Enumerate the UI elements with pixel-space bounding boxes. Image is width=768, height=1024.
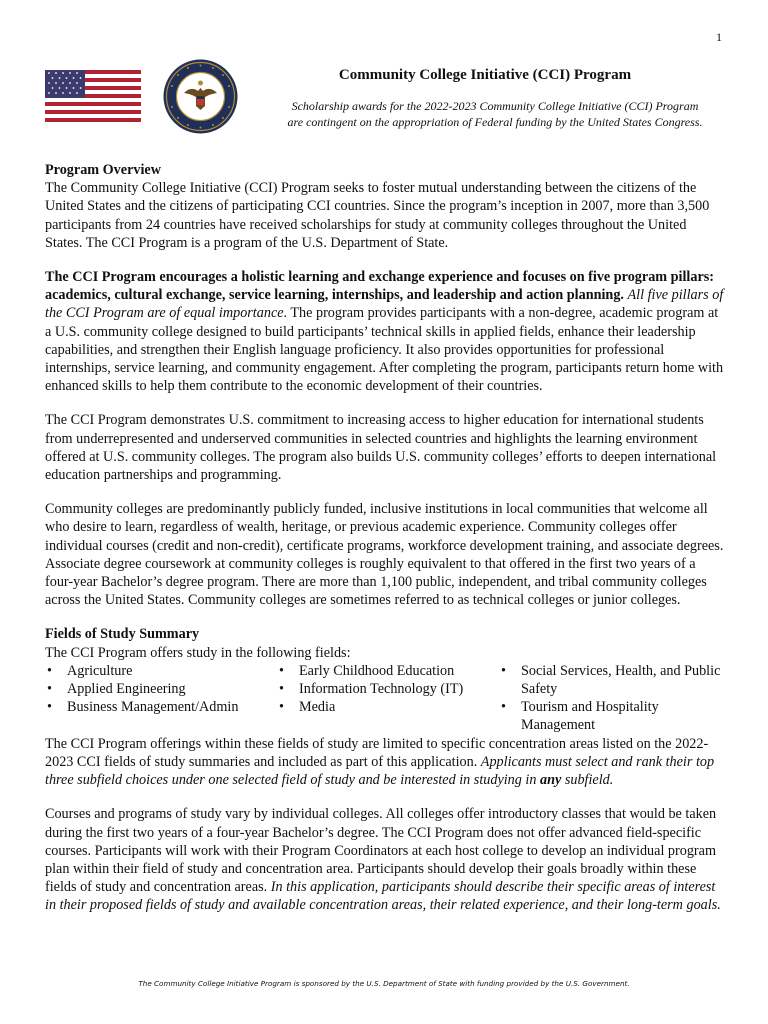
fields-of-study-heading: Fields of Study Summary: [45, 626, 200, 643]
overview-paragraph-2-rest: . The program provides participants with a non-degree, academic program at a U.S. community college designed to build participants’ technical skills in applied fields, enhance their leadership capabilities, and strengthen their English language proficiency. It also provides opportunities for professional internships, service learning, and community engagement. After completing the program, participants return home with enhanced skills to help them contribute to the economic development of their countries.: [45, 305, 724, 395]
fields-column-1: [45, 662, 277, 735]
fields-paragraph-2: [45, 805, 727, 914]
page-number: 1: [716, 30, 722, 44]
fields-column-2: [277, 662, 499, 735]
equal-importance-statement: All five pillars of the CCI Program are of equal importance: [45, 287, 724, 322]
overview-paragraph-3: The CCI Program demonstrates U.S. commitment to increasing access to higher education for international students from underrepresented and underserved communities in selected countries and highlights the learning environment offered at U.S. community colleges. The program also builds U.S. community colleges’ efforts to deepen international education partnerships and programming.: [45, 412, 717, 484]
program-pillars-statement: The CCI Program encourages a holistic learning and exchange experience and focuses on five program pillars: academics, cultural exchange, service learning, internships, and leadership and action planning.: [45, 269, 715, 304]
funding-notice: [250, 98, 740, 130]
subfield-instruction-a: Applicants must select and rank their top three subfield choices under one selected field of study and be interested in studying in: [45, 753, 715, 789]
program-overview-heading: Program Overview: [45, 162, 161, 178]
state-department-seal-icon: [163, 59, 238, 134]
us-flag-icon: [45, 70, 141, 122]
list-item: • Tourism and Hospitality Management: [499, 698, 727, 734]
document-body: [45, 161, 727, 931]
document-title: Community College Initiative (CCI) Program: [338, 67, 632, 83]
application-instruction: In this application, participants should describe their specific areas of interest in their proposed fields of study and available concentration areas, their related experience, and their long-term goals.: [45, 879, 721, 914]
funding-notice-line-1: Scholarship awards for the 2022-2023 Community College Initiative (CCI) Program: [291, 99, 699, 113]
list-item: • Media: [277, 698, 499, 716]
list-item: • Information Technology (IT): [277, 680, 499, 698]
list-item: • Business Management/Admin: [45, 698, 277, 716]
overview-paragraph-1: The Community College Initiative (CCI) Program seeks to foster mutual understanding between the citizens of the United States and the citizens of participating CCI countries. Since the program’s inception in 2007, more than 3,500 participants from 24 countries have received scholarships for study at community colleges throughout the United States. The CCI Program is a program of the U.S. Department of State.: [45, 180, 710, 251]
fields-list: [45, 662, 727, 735]
fields-intro: The CCI Program offers study in the following fields:: [45, 644, 351, 661]
any-emphasis: any: [540, 772, 562, 789]
fields-paragraph-1: [45, 735, 727, 790]
overview-paragraph-4: Community colleges are predominantly publicly funded, inclusive institutions in local communities that welcome all who desire to learn, regardless of wealth, heritage, or previous academic experience. Community colleges offer individual courses (credit and non-credit), certificate programs, workforce development training, and associate degrees. Associate degree coursework at community colleges is roughly equivalent to that offered in the first two years of a four-year Bachelor’s degree program. There are more than 1,100 public, independent, and tribal community colleges across the United States. Community colleges are sometimes referred to as technical colleges or junior colleges.: [45, 501, 724, 609]
fields-column-3: [499, 662, 727, 735]
list-item: • Social Services, Health, and Public Safety: [499, 662, 727, 698]
fields-paragraph-2-plain: Courses and programs of study vary by individual colleges. All colleges offer introductory classes that would be taken during the first two years of a four-year Bachelor’s degree. The CCI Program does not offer advanced field-specific courses. Participants will work with their Program Coordinators at each host college to develop an individual program plan within their field of study and concentration area. Participants should develop their goals broadly within these fields of study and concentration areas.: [45, 806, 717, 896]
list-item: • Early Childhood Education: [277, 662, 499, 680]
fields-paragraph-1-plain: The CCI Program offerings within these fields of study are limited to specific concentration areas listed on the 2022-2023 CCI fields of study summaries and included as part of this application.: [45, 735, 709, 770]
list-item: • Agriculture: [45, 662, 277, 680]
funding-notice-line-2: are contingent on the appropriation of Federal funding by the United States Congress.: [287, 115, 703, 129]
overview-paragraph-2: [45, 268, 727, 395]
list-item: • Applied Engineering: [45, 680, 277, 698]
sponsor-footer: The Community College Initiative Program is sponsored by the U.S. Department of State with funding provided by the U.S. Government.: [138, 979, 630, 988]
subfield-instruction-b: subfield.: [564, 772, 614, 789]
